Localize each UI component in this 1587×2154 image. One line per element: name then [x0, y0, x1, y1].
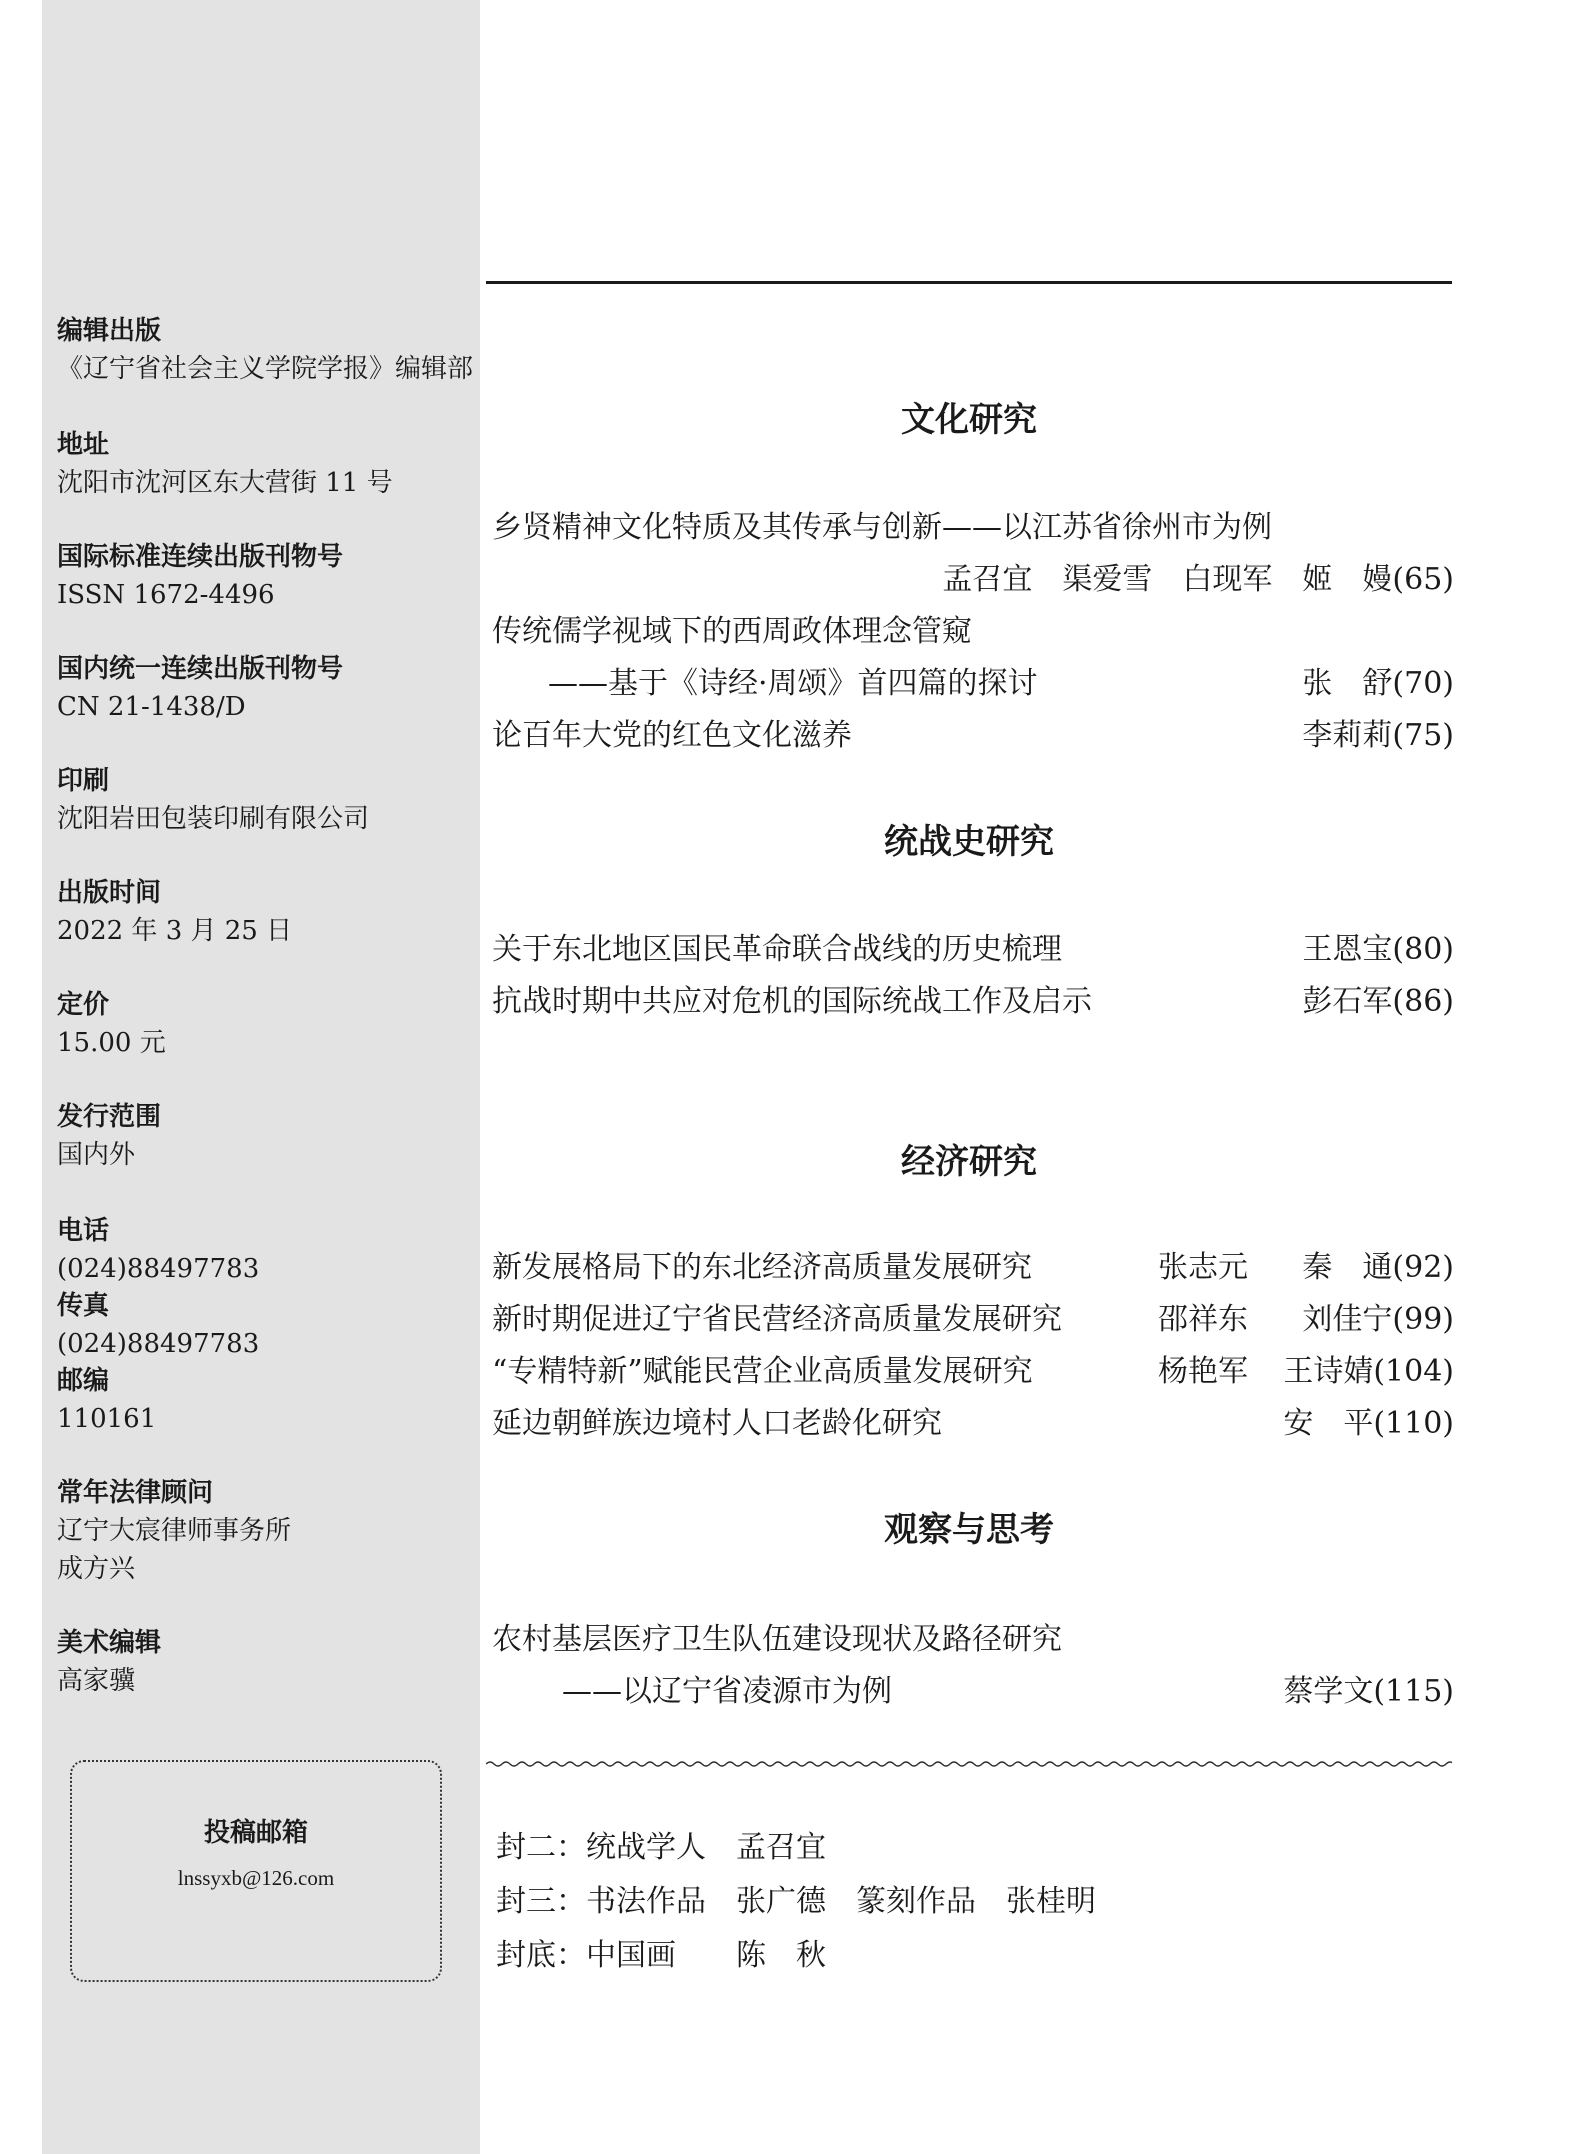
toc-entry-author: 刘佳宁(99) — [1302, 1302, 1454, 1337]
toc-entry[interactable] — [492, 980, 1454, 1024]
sidebar-label: 编辑出版 — [57, 316, 162, 346]
toc-entry[interactable] — [492, 714, 1454, 758]
sidebar-item-phone — [57, 1212, 477, 1288]
submission-mailbox — [70, 1760, 442, 1982]
mailbox-email[interactable]: lnssyxb@126.com — [177, 1866, 335, 1890]
toc-entry-author: 蔡学文(115) — [1283, 1674, 1454, 1709]
toc-entry-title: 新时期促进辽宁省民营经济高质量发展研究 — [492, 1302, 1062, 1337]
sidebar-label: 邮编 — [57, 1366, 110, 1396]
toc-entry-author: 王诗婧(104) — [1283, 1354, 1454, 1389]
sidebar-label: 印刷 — [57, 766, 110, 796]
sidebar-item-postcode — [57, 1362, 477, 1438]
toc-entry-title: ——以辽宁省凌源市为例 — [562, 1674, 892, 1709]
sidebar-item-printer — [57, 762, 477, 838]
sidebar-label: 出版时间 — [57, 878, 162, 908]
section-title: 文化研究 — [901, 400, 1037, 440]
cover-credit: 封底：中国画 陈 秋 — [496, 1938, 826, 1973]
toc-entry-author: 王恩宝(80) — [1302, 932, 1454, 967]
sidebar-value: 辽宁大宸律师事务所 — [57, 1516, 292, 1546]
sidebar-value: 15.00 元 — [57, 1028, 166, 1058]
sidebar-label: 地址 — [57, 430, 110, 460]
sidebar-value: CN 21-1438/D — [57, 692, 246, 722]
toc-entry-title: 农村基层医疗卫生队伍建设现状及路径研究 — [492, 1622, 1062, 1657]
sidebar-label: 传真 — [57, 1291, 110, 1321]
sidebar-value: 国内外 — [57, 1140, 136, 1170]
toc-entry-author: 彭石军(86) — [1302, 984, 1454, 1019]
mailbox-title: 投稿邮箱 — [203, 1818, 308, 1848]
top-rule — [486, 281, 1452, 284]
toc-entry[interactable] — [492, 1350, 1454, 1394]
cover-credit: 封三：书法作品 张广德 篆刻作品 张桂明 — [496, 1884, 1096, 1919]
cover-credit: 封二：统战学人 孟召宜 — [496, 1830, 826, 1865]
toc-entry-author: 张 舒(70) — [1302, 666, 1454, 701]
toc-entry-title: 关于东北地区国民革命联合战线的历史梳理 — [492, 932, 1062, 967]
toc-entry-author: 秦 通(92) — [1302, 1250, 1454, 1285]
sidebar-item-fax — [57, 1287, 477, 1363]
toc-entry-title: 乡贤精神文化特质及其传承与创新——以江苏省徐州市为例 — [492, 510, 1272, 545]
sidebar-item-cn — [57, 650, 477, 726]
sidebar-value: 沈阳岩田包装印刷有限公司 — [57, 804, 370, 834]
wavy-divider — [486, 1758, 1452, 1770]
sidebar-item-address — [57, 426, 477, 502]
toc-entry[interactable] — [492, 1246, 1454, 1290]
sidebar-label: 发行范围 — [57, 1102, 162, 1132]
sidebar-item-price — [57, 986, 477, 1062]
toc-entry-author: 李莉莉(75) — [1302, 718, 1454, 753]
toc-entry-title: 传统儒学视域下的西周政体理念管窥 — [492, 614, 972, 649]
toc-entry-title: 新发展格局下的东北经济高质量发展研究 — [492, 1250, 1032, 1285]
section-title: 经济研究 — [901, 1142, 1037, 1182]
sidebar-value: (024)88497783 — [57, 1329, 260, 1359]
sidebar-value: ISSN 1672-4496 — [57, 580, 275, 610]
toc-entry[interactable] — [492, 1298, 1454, 1342]
section-title: 观察与思考 — [884, 1510, 1054, 1550]
toc-entry[interactable] — [492, 506, 1454, 550]
toc-entry-title: ——基于《诗经·周颂》首四篇的探讨 — [548, 666, 1038, 701]
sidebar-value: 高家骥 — [57, 1666, 136, 1696]
sidebar-item-pubdate — [57, 874, 477, 950]
sidebar-label: 电话 — [57, 1216, 110, 1246]
toc-entry-title: 抗战时期中共应对危机的国际统战工作及启示 — [492, 984, 1092, 1019]
sidebar-item-publisher — [57, 312, 477, 388]
toc-entry-title: 论百年大党的红色文化滋养 — [492, 718, 852, 753]
sidebar-label: 常年法律顾问 — [57, 1478, 214, 1508]
toc-entry-title: “专精特新”赋能民营企业高质量发展研究 — [492, 1354, 1033, 1389]
toc-entry[interactable] — [492, 610, 1454, 654]
toc-entry[interactable] — [492, 928, 1454, 972]
toc-entry[interactable] — [492, 1618, 1454, 1662]
sidebar-item-issn — [57, 538, 477, 614]
toc-entry-subtitle[interactable] — [492, 1670, 1454, 1714]
sidebar-label: 国内统一连续出版刊物号 — [57, 654, 344, 684]
toc-entry-author: 安 平(110) — [1283, 1406, 1454, 1441]
sidebar-label: 国际标准连续出版刊物号 — [57, 542, 344, 572]
toc-entry-authors[interactable] — [492, 558, 1454, 602]
toc-entry[interactable] — [492, 1402, 1454, 1446]
sidebar-item-legal — [57, 1474, 477, 1588]
sidebar-value: 《辽宁省社会主义学院学报》编辑部 — [57, 354, 474, 384]
sidebar-value: 沈阳市沈河区东大营街 11 号 — [57, 468, 393, 498]
toc-entry-author: 孟召宜 渠爱雪 白现军 姬 嫚(65) — [942, 562, 1454, 597]
sidebar-item-distribution — [57, 1098, 477, 1174]
sidebar-label: 美术编辑 — [57, 1628, 162, 1658]
sidebar-value: 110161 — [57, 1404, 157, 1434]
section-title: 统战史研究 — [884, 822, 1054, 862]
sidebar-value: 2022 年 3 月 25 日 — [57, 916, 293, 946]
toc-entry-coauthor: 张志元 — [1158, 1250, 1248, 1285]
sidebar-value: (024)88497783 — [57, 1254, 260, 1284]
sidebar-value: 成方兴 — [57, 1554, 136, 1584]
toc-entry-coauthor: 邵祥东 — [1158, 1302, 1248, 1337]
toc-entry-title: 延边朝鲜族边境村人口老龄化研究 — [492, 1406, 942, 1441]
toc-entry-coauthor: 杨艳军 — [1158, 1354, 1248, 1389]
sidebar-label: 定价 — [57, 990, 110, 1020]
sidebar-item-art-editor — [57, 1624, 477, 1700]
toc-entry-subtitle[interactable] — [492, 662, 1454, 706]
